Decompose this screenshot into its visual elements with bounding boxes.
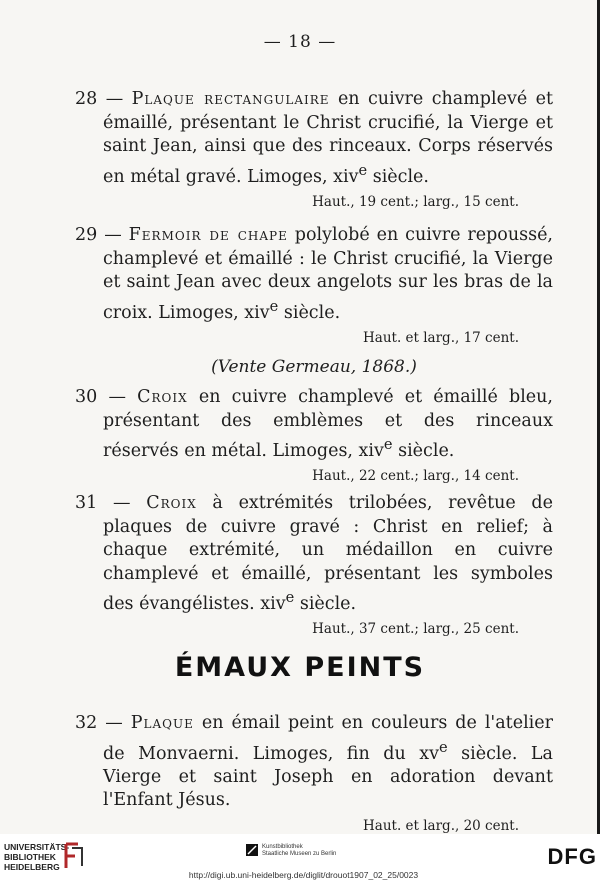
page-number: — 18 — [263,32,337,52]
section-title: ÉMAUX PEINTS [174,652,426,683]
entry-text: 31 — Croix à extrémités trilobées, revêtue de plaques de cuivre gravé : Christ en relief; à chaque extrémité, un médaillon en cuivre champlevé et émaillé, présentant les symboles des évangélistes. xiv$^e$ siècle. [75,493,553,614]
entry-title: Croix [146,493,197,513]
digitization-footer [0,834,607,880]
entry-text: 32 — Plaque en émail peint en couleurs de l'atelier de Monvaerni. Limoges, fin du $xv^e$ siècle. La Vierge et saint Joseph en adoration devant l'Enfant Jésus. [75,713,553,811]
entry-text: 28 — Plaque rectangulaire en cuivre champlevé et émaillé, présentant le Christ crucifié, la Vierge et saint Jean, ainsi que des rinceaux. Corps réservés en métal gravé. Limoges, xiv$^e$ siècle. [75,89,553,187]
kunstbibliothek-logo[interactable]: Kunstbibliothek Staatliche Museen zu Berlin [262,844,337,857]
entry-title: Croix [137,387,188,407]
dfg-logo[interactable]: DFG [547,844,597,869]
provenance-note: (Vente Germeau, 1868.) [211,357,417,378]
entry-title: Plaque [130,713,194,733]
entry-text: 29 — Fermoir de chape polylobé en cuivre repoussé, champlevé et émaillé : le Christ crucifié, la Vierge et saint Jean avec deux angelots sur les bras de la croix. Limoges, xiv$^e$ siècle. [75,225,553,323]
catalog-entry-30 [75,386,553,489]
university-emblem-icon [62,842,84,870]
entry-title: Plaque rectangulaire [131,89,330,109]
catalog-entry-31 [75,492,553,642]
source-url-link[interactable]: http://digi.ub.uni-heidelberg.de/diglit/drouot1907_02_25/0023 [188,870,419,880]
entry-dimensions: Haut., 22 cent.; larg., 14 cent. [312,468,519,485]
university-library-logo[interactable]: UNIVERSITÄTS- BIBLIOTHEK HEIDELBERG [4,842,70,872]
entry-dimensions: Haut. et larg., 20 cent. [363,817,519,834]
entry-dimensions: Haut. et larg., 17 cent. [363,329,519,346]
entry-dimensions: Haut., 37 cent.; larg., 25 cent. [312,621,519,638]
entry-title: Fermoir de chape [128,225,288,245]
catalog-entry-32 [75,712,553,838]
kunstbibliothek-logo-icon [246,844,258,856]
entry-text: 30 — Croix en cuivre champlevé et émaillé bleu, présentant des emblèmes et des rinceaux réservés en métal. Limoges, xiv$^e$ siècle. [75,387,553,461]
entry-dimensions: Haut., 19 cent.; larg., 15 cent. [312,193,519,210]
catalog-entry-28 [75,88,553,214]
catalog-entry-29 [75,224,553,380]
